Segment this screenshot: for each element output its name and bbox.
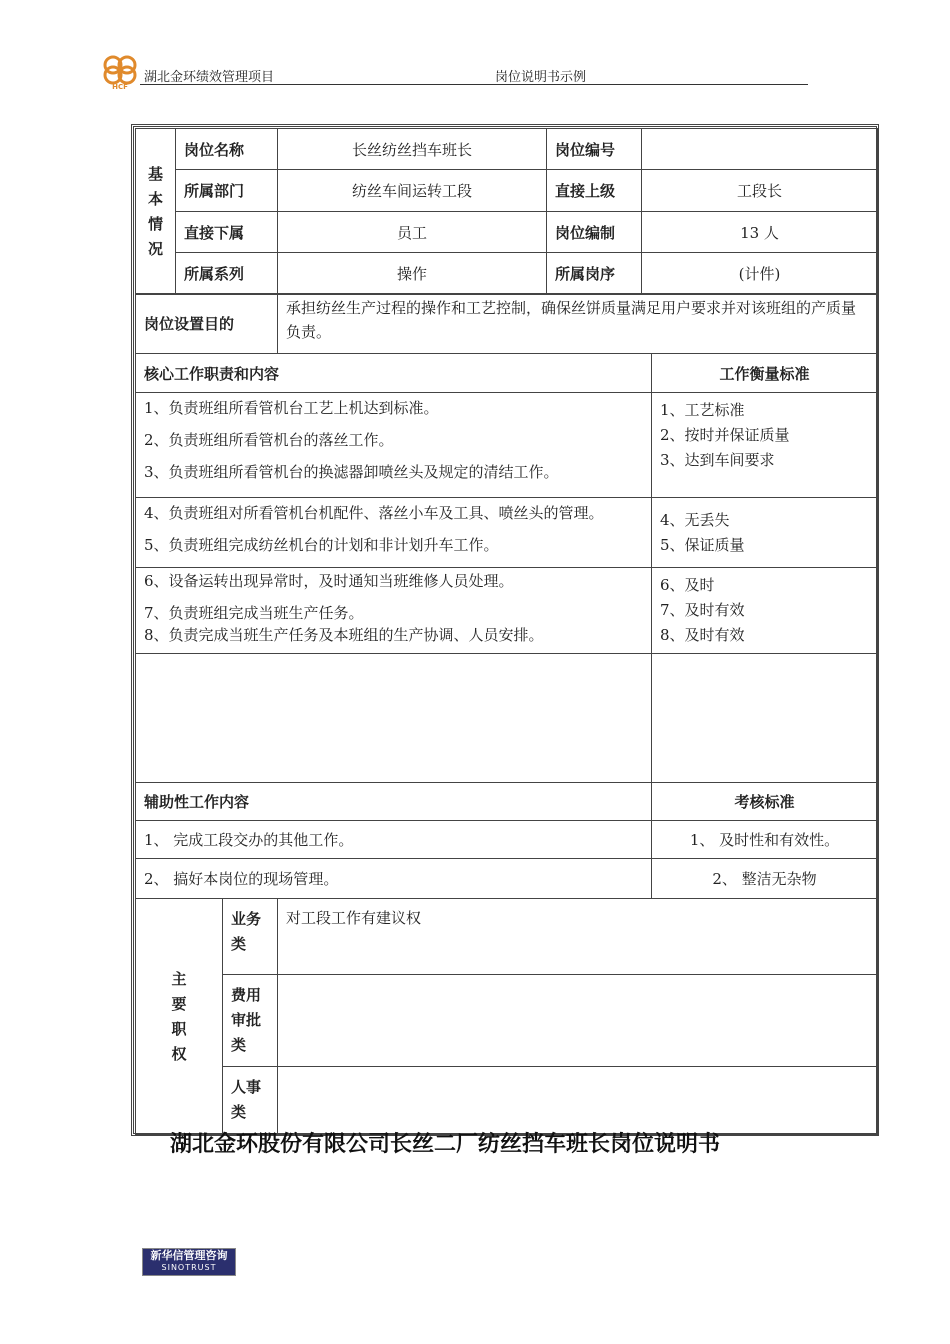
standard-item: 3、达到车间要求 (660, 451, 775, 469)
aux-standard-header: 考核标准 (652, 783, 878, 821)
doc-type: 岗位说明书示例 (495, 70, 587, 85)
standard-group-2 (652, 498, 878, 568)
standard-group-1 (652, 393, 878, 498)
core-header: 核心工作职责和内容 (136, 354, 652, 393)
job-title-value: 长丝纺丝挡车班长 (278, 129, 547, 170)
standard-item: 1、工艺标准 (660, 401, 745, 419)
aux-standard: 2、 整洁无杂物 (652, 859, 878, 899)
basic-info-table (135, 128, 878, 295)
purpose-table (135, 293, 878, 354)
standard-item: 4、无丢失 (660, 510, 730, 529)
header-divider (140, 84, 808, 85)
department-value: 纺丝车间运转工段 (278, 170, 547, 212)
vertical-label-char: 况 (147, 239, 163, 258)
aux-content: 2、 搞好本岗位的现场管理。 (136, 859, 652, 899)
rank-value: (计件) (642, 253, 878, 295)
standard-item: 5、保证质量 (660, 535, 745, 554)
duty-item: 1、负责班组所看管机台工艺上机达到标准。 (144, 399, 439, 417)
field-label: 所属部门 (176, 170, 278, 212)
job-code-value (642, 129, 878, 170)
standard-item: 8、及时有效 (660, 626, 745, 644)
duty-item: 8、负责完成当班生产任务及本班组的生产协调、人员安排。 (144, 626, 544, 644)
authority-table (135, 898, 878, 1135)
purpose-label: 岗位设置目的 (136, 294, 278, 354)
empty-standard-cell (652, 654, 878, 783)
authority-type: 业务类 (223, 899, 278, 975)
duty-item: 4、负责班组对所看管机台机配件、落丝小车及工具、喷丝头的管理。 (144, 504, 604, 522)
vertical-label-char: 要 (171, 994, 187, 1013)
vertical-label-char: 主 (171, 969, 187, 988)
supervisor-value: 工段长 (642, 170, 878, 212)
authority-section-label (136, 899, 223, 1135)
authority-content (278, 975, 878, 1067)
aux-standard: 1、 及时性和有效性。 (652, 821, 878, 859)
duty-item: 5、负责班组完成纺丝机台的计划和非计划升车工作。 (144, 536, 499, 554)
field-label: 所属岗序 (547, 253, 642, 295)
core-duties-table (135, 353, 878, 783)
authority-type: 人事类 (223, 1067, 278, 1135)
aux-table (135, 782, 878, 899)
subordinate-value: 员工 (278, 212, 547, 253)
vertical-label-char: 权 (171, 1044, 187, 1063)
vertical-label-char: 职 (171, 1019, 187, 1038)
field-label: 所属系列 (176, 253, 278, 295)
logo-text: HCF (112, 83, 128, 90)
duty-group-1 (136, 393, 652, 498)
vertical-label-text (136, 967, 222, 1067)
vertical-label-char: 基 (147, 164, 163, 183)
empty-duty-cell (136, 654, 652, 783)
series-value: 操作 (278, 253, 547, 295)
page-header (100, 54, 810, 90)
vertical-label-char: 本 (147, 189, 163, 208)
aux-content: 1、 完成工段交办的其他工作。 (136, 821, 652, 859)
authority-type: 费用审批类 (223, 975, 278, 1067)
document-title: 湖北金环股份有限公司长丝二厂纺丝挡车班长岗位说明书 (170, 1132, 721, 1157)
field-label: 岗位编制 (547, 212, 642, 253)
duty-item: 2、负责班组所看管机台的落丝工作。 (144, 431, 394, 449)
field-label: 直接上级 (547, 170, 642, 212)
field-label: 岗位名称 (176, 129, 278, 170)
aux-header: 辅助性工作内容 (136, 783, 652, 821)
headcount-value: 13 人 (642, 212, 878, 253)
project-name: 湖北金环绩效管理项目 (144, 70, 275, 85)
authority-content: 对工段工作有建议权 (278, 899, 878, 975)
standard-item: 2、按时并保证质量 (660, 426, 790, 444)
purpose-text: 承担纺丝生产过程的操作和工艺控制，确保丝饼质量满足用户要求并对该班组的产质量负责。 (278, 294, 878, 354)
duty-item: 6、设备运转出现异常时，及时通知当班维修人员处理。 (144, 572, 514, 590)
logo-en-text: SINOTRUST (161, 1263, 217, 1272)
vertical-label-text (136, 162, 175, 262)
logo-cn-text: 新华信管理咨询 (150, 1249, 228, 1262)
duty-item: 3、负责班组所看管机台的换滤器卸喷丝头及规定的清结工作。 (144, 463, 559, 481)
duty-group-3 (136, 568, 652, 654)
basic-section-label (136, 129, 176, 295)
standard-item: 7、及时有效 (660, 601, 745, 619)
standard-item: 6、及时 (660, 576, 715, 594)
core-standard-header: 工作衡量标准 (652, 354, 878, 393)
duty-item: 7、负责班组完成当班生产任务。 (144, 604, 364, 622)
vertical-label-char: 情 (147, 214, 163, 233)
field-label: 直接下属 (176, 212, 278, 253)
field-label: 岗位编号 (547, 129, 642, 170)
consultancy-logo (142, 1248, 236, 1276)
duty-group-2 (136, 498, 652, 568)
authority-content (278, 1067, 878, 1135)
standard-group-3 (652, 568, 878, 654)
company-logo-icon (100, 54, 140, 90)
